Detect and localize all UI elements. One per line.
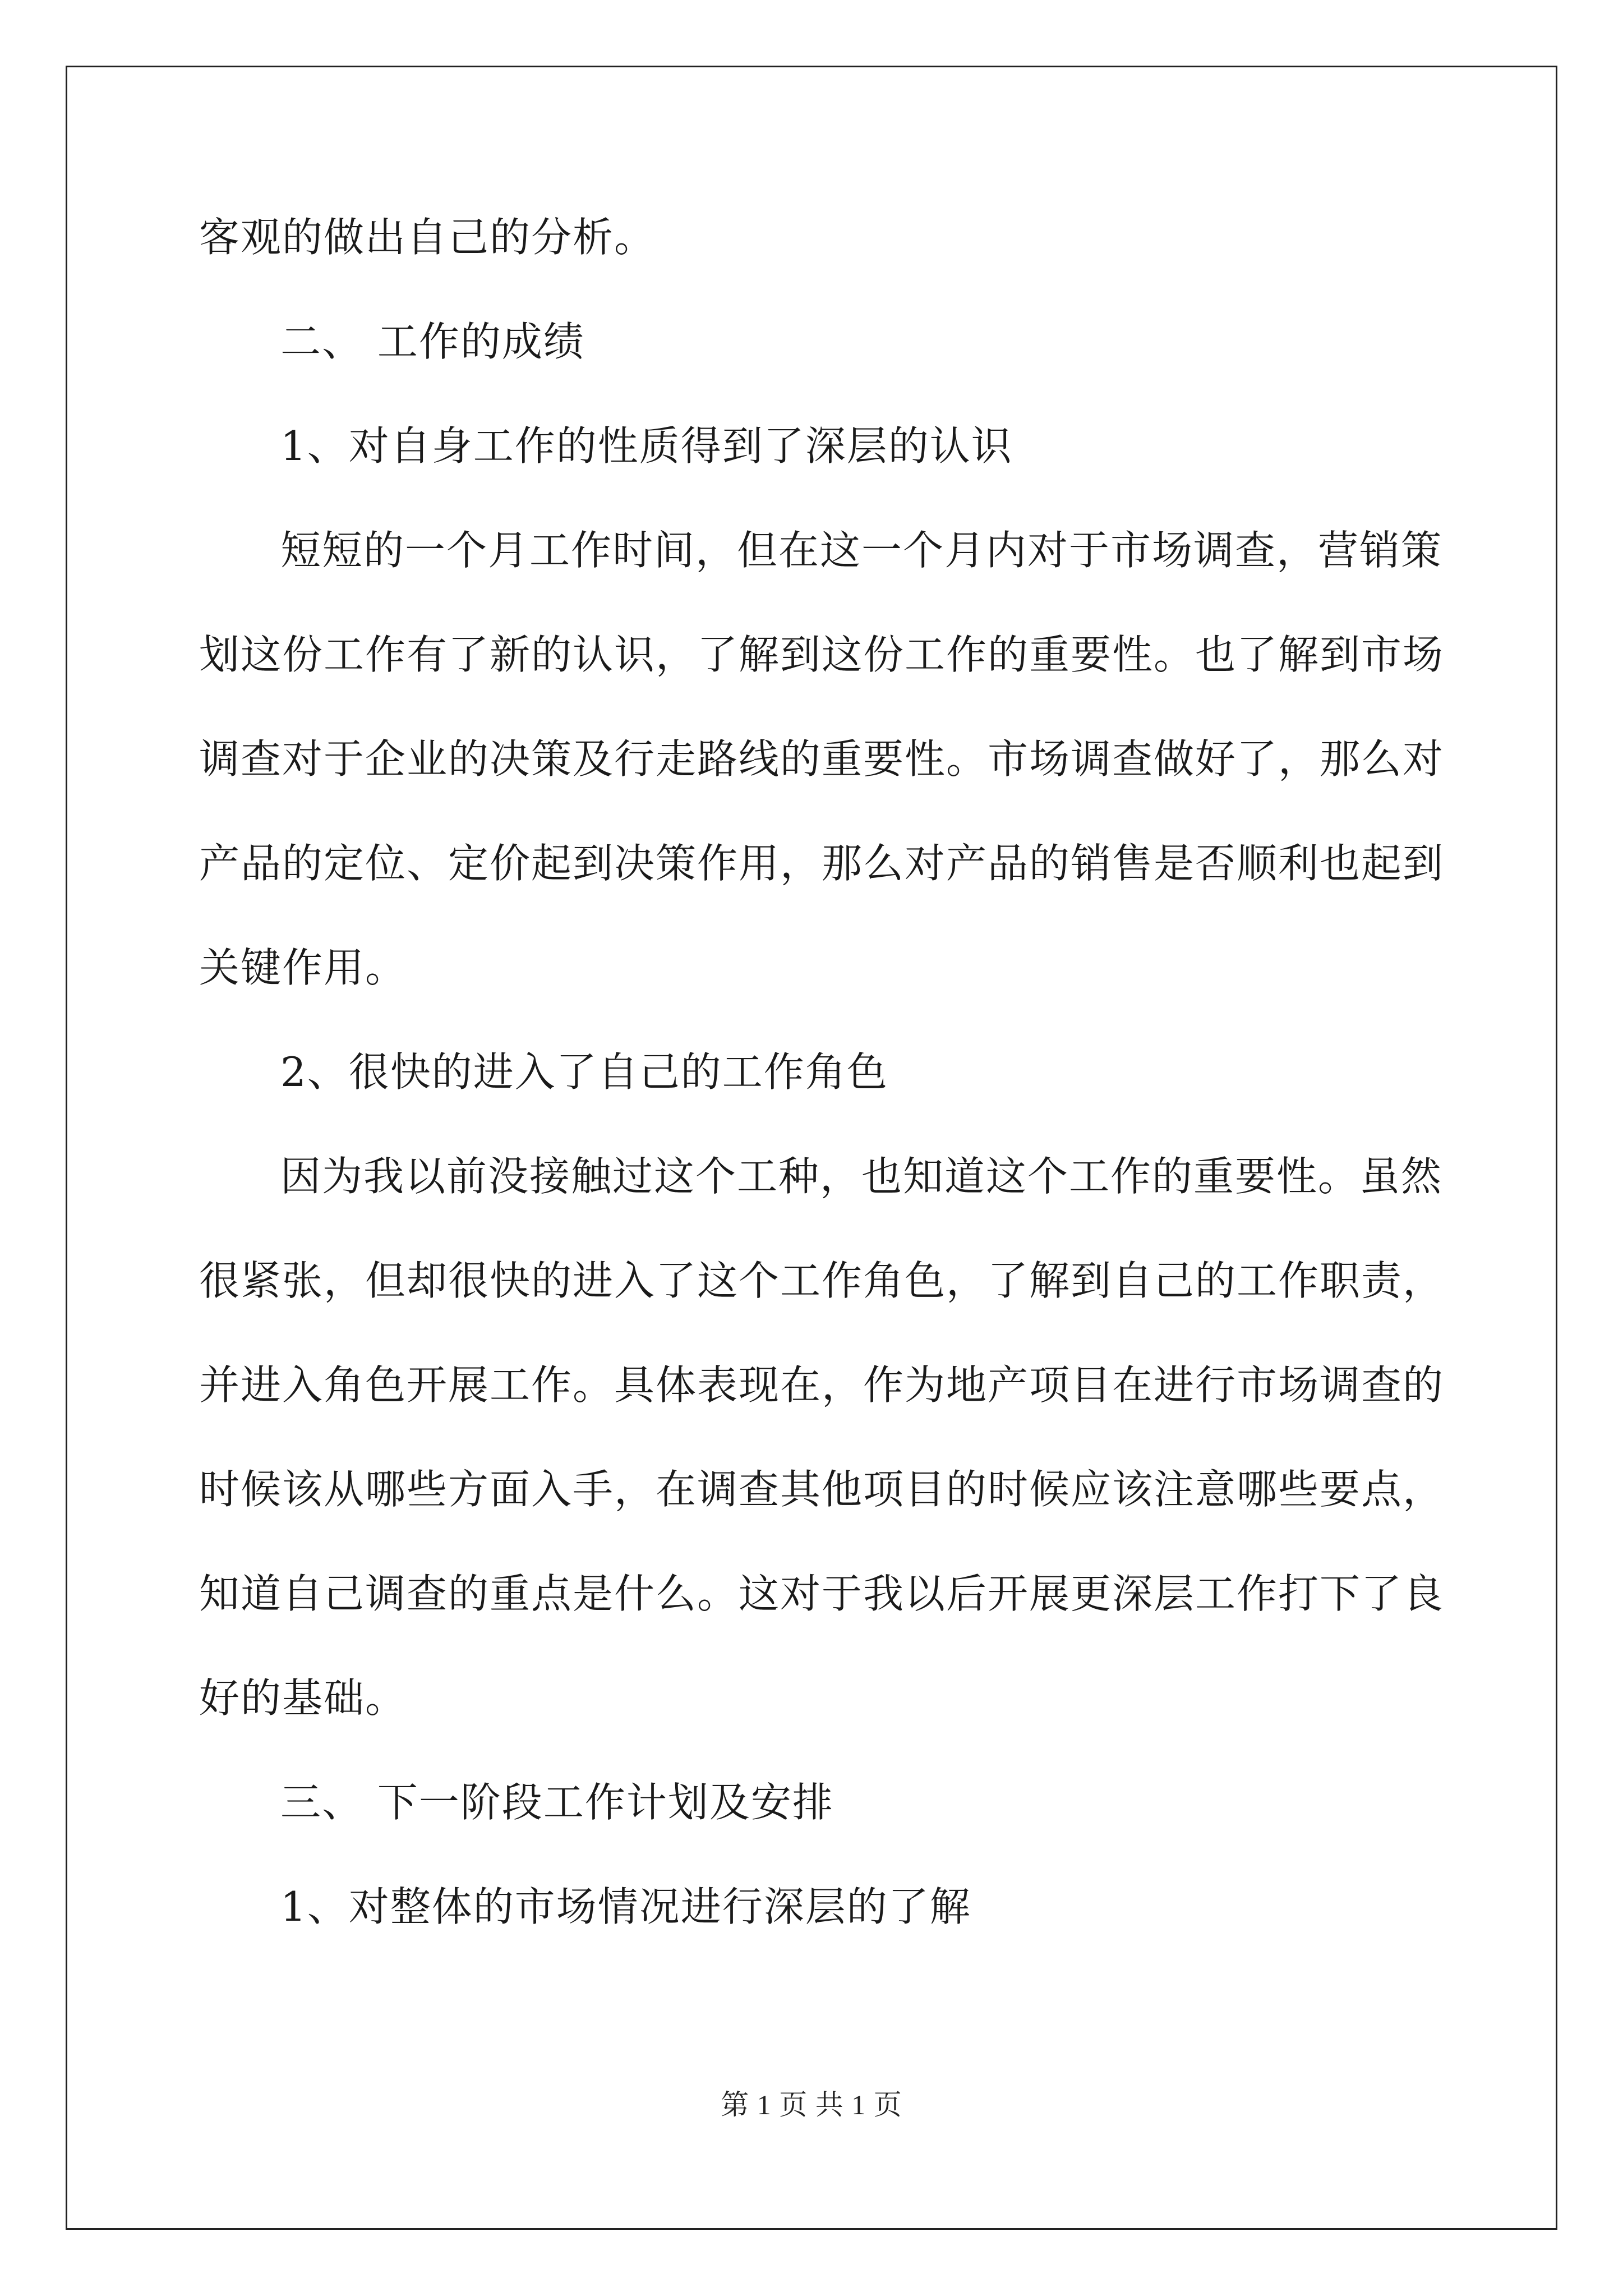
text-line: 知道自己调查的重点是什么。这对于我以后开展更深层工作打下了良 — [199, 1570, 1445, 1617]
page-footer: 第 1 页 共 1 页 — [721, 2089, 902, 2120]
text-line: 好的基础。 — [199, 1674, 407, 1722]
text-line: 并进入角色开展工作。具体表现在，作为地产项目在进行市场调查的 — [199, 1361, 1445, 1409]
text-line: 时候该从哪些方面入手，在调查其他项目的时候应该注意哪些要点， — [199, 1466, 1445, 1513]
text-line: 关键作用。 — [199, 944, 407, 991]
text-line: 调查对于企业的决策及行走路线的重要性。市场调查做好了，那么对 — [199, 735, 1445, 783]
text-line: 因为我以前没接触过这个工种，也知道这个工作的重要性。虽然 — [280, 1153, 1443, 1200]
text-line: 客观的做出自己的分析。 — [199, 214, 656, 261]
subsection-heading: 2、很快的进入了自己的工作角色 — [280, 1048, 888, 1096]
text-line: 划这份工作有了新的认识，了解到这份工作的重要性。也了解到市场 — [199, 631, 1445, 678]
subsection-heading: 1、对自身工作的性质得到了深层的认识 — [280, 422, 1013, 470]
text-line: 产品的定位、定价起到决策作用，那么对产品的销售是否顺利也起到 — [199, 840, 1445, 887]
text-line: 短短的一个月工作时间，但在这一个月内对于市场调查，营销策 — [280, 527, 1443, 574]
text-line: 很紧张，但却很快的进入了这个工作角色，了解到自己的工作职责， — [199, 1257, 1445, 1304]
subsection-heading: 1、对整体的市场情况进行深层的了解 — [280, 1883, 971, 1930]
section-heading: 二、 工作的成绩 — [280, 318, 585, 365]
section-heading: 三、 下一阶段工作计划及安排 — [280, 1779, 834, 1826]
